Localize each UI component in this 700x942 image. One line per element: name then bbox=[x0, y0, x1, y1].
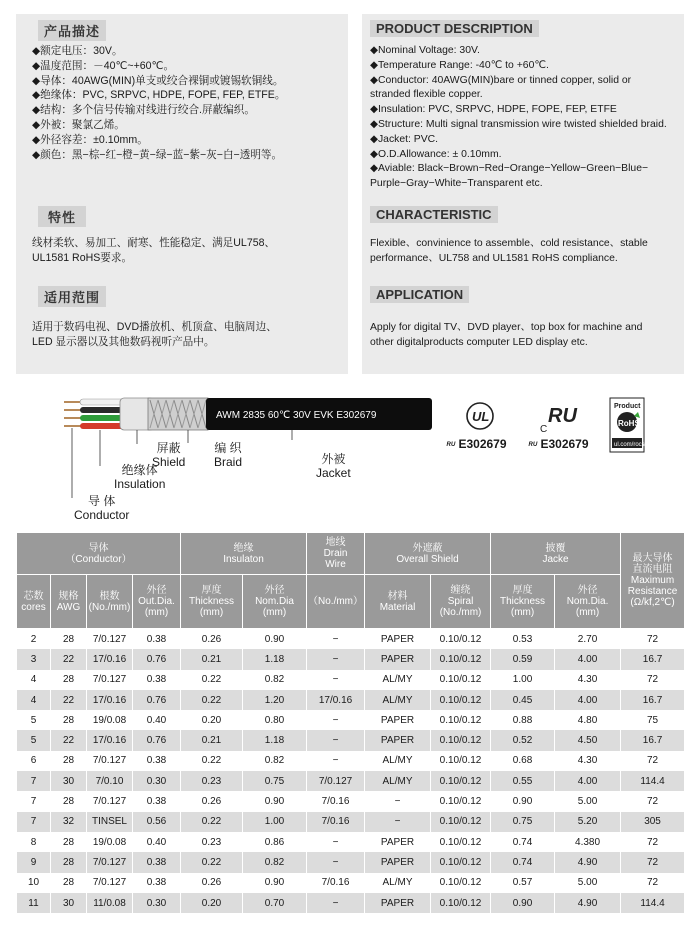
header-jacket-dia: 外径 Nom.Dia. (mm) bbox=[555, 575, 621, 629]
header-insulation-dia: 外径 Nom.Dia (mm) bbox=[243, 575, 307, 629]
table-cell: 114.4 bbox=[621, 771, 685, 791]
ul-file-text-1: E302679 bbox=[458, 437, 507, 451]
table-cell: PAPER bbox=[365, 629, 431, 650]
table-cell: 28 bbox=[51, 629, 87, 650]
conductor-strands bbox=[64, 402, 82, 426]
table-cell: 4 bbox=[17, 670, 51, 690]
table-cell: 114.4 bbox=[621, 893, 685, 913]
table-cell: 2.70 bbox=[555, 629, 621, 650]
table-cell: 0.90 bbox=[491, 791, 555, 811]
table-cell: 7/0.127 bbox=[307, 771, 365, 791]
shield-label-cn: 屏蔽 bbox=[156, 441, 181, 455]
table-cell: 7/0.127 bbox=[87, 791, 133, 811]
c-mark: C bbox=[540, 424, 548, 435]
table-cell: 0.20 bbox=[181, 710, 243, 730]
table-cell: 4 bbox=[17, 690, 51, 710]
table-cell: − bbox=[365, 812, 431, 832]
table-cell: 19/0.08 bbox=[87, 832, 133, 852]
en-app-line: Apply for digital TV、DVD player、top box for machine and bbox=[370, 322, 643, 333]
table-cell: − bbox=[307, 670, 365, 690]
table-cell: 11 bbox=[17, 893, 51, 913]
en-description-panel bbox=[362, 14, 684, 374]
table-cell: 0.23 bbox=[181, 771, 243, 791]
table-cell: 3 bbox=[17, 649, 51, 669]
table-cell: 4.00 bbox=[555, 771, 621, 791]
table-cell: 0.22 bbox=[181, 852, 243, 872]
table-cell: 0.74 bbox=[491, 852, 555, 872]
cn-desc-list bbox=[32, 44, 285, 162]
table-row bbox=[17, 649, 685, 669]
braid-callout bbox=[214, 441, 242, 469]
cn-desc-line: ◆绝缘体：PVC, SRPVC, HDPE, FOPE, FEP, ETFE。 bbox=[32, 89, 286, 102]
header-awg: 规格 AWG bbox=[51, 575, 87, 629]
table-cell: 0.10/0.12 bbox=[431, 690, 491, 710]
table-cell: 4.00 bbox=[555, 649, 621, 669]
table-cell: 4.00 bbox=[555, 690, 621, 710]
table-cell: 1.20 bbox=[243, 690, 307, 710]
header-drain-spec: （No./mm） bbox=[307, 575, 365, 629]
table-cell: 19/0.08 bbox=[87, 710, 133, 730]
conductor-label-cn: 导 体 bbox=[88, 494, 116, 508]
table-cell: PAPER bbox=[365, 893, 431, 913]
ul-file-number-1 bbox=[446, 437, 507, 451]
table-cell: − bbox=[307, 852, 365, 872]
table-cell: 0.90 bbox=[243, 791, 307, 811]
table-cell: 0.10/0.12 bbox=[431, 710, 491, 730]
en-desc-title: PRODUCT DESCRIPTION bbox=[370, 20, 539, 37]
table-cell: 0.10/0.12 bbox=[431, 832, 491, 852]
en-desc-list bbox=[370, 44, 667, 192]
braid-label-en: Braid bbox=[214, 455, 243, 469]
table-row bbox=[17, 751, 685, 771]
cn-char-line: 线材柔软、易加工、耐寒、性能稳定、满足UL758、 bbox=[32, 237, 276, 249]
table-cell: 0.21 bbox=[181, 730, 243, 750]
table-cell: 0.40 bbox=[133, 710, 181, 730]
table-cell: 0.74 bbox=[491, 832, 555, 852]
jacket-label-cn: 外被 bbox=[321, 452, 346, 466]
rohs-url-text: ul.com/rocs bbox=[614, 442, 645, 448]
table-cell: 0.86 bbox=[243, 832, 307, 852]
table-row bbox=[17, 690, 685, 710]
ul-small-icon: ᴿᵁ bbox=[446, 440, 456, 450]
table-cell: 72 bbox=[621, 629, 685, 650]
table-cell: 9 bbox=[17, 852, 51, 872]
en-desc-line: ◆Aviable: Black−Brown−Red−Orange−Yellow−Green−Blue− bbox=[370, 163, 649, 175]
table-cell: 4.80 bbox=[555, 710, 621, 730]
header-max-resistance: 最大导体 直流电阻 Maximum Resistance (Ω/kf,2℃) bbox=[621, 533, 685, 629]
ul-file-text-2: E302679 bbox=[540, 437, 589, 451]
table-cell: 72 bbox=[621, 832, 685, 852]
table-cell: 72 bbox=[621, 791, 685, 811]
en-desc-line: ◆O.D.Allowance: ± 0.10mm. bbox=[370, 148, 502, 160]
table-cell: 0.59 bbox=[491, 649, 555, 669]
table-row bbox=[17, 670, 685, 690]
table-cell: 17/0.16 bbox=[87, 649, 133, 669]
header-overall-shield: 外遮蔽 Overall Shield bbox=[365, 533, 491, 575]
table-cell: 0.20 bbox=[181, 893, 243, 913]
table-row bbox=[17, 873, 685, 893]
en-app-text bbox=[370, 320, 642, 350]
header-insulation: 绝缘 Insulaton bbox=[181, 533, 307, 575]
header-conductor: 导体 （Conductor） bbox=[17, 533, 181, 575]
table-row bbox=[17, 730, 685, 750]
table-cell: 7/0.10 bbox=[87, 771, 133, 791]
en-desc-line: ◆Nominal Voltage: 30V. bbox=[370, 45, 480, 56]
header-shield-spiral: 缠绕 Spiral (No./mm) bbox=[431, 575, 491, 629]
table-cell: − bbox=[307, 649, 365, 669]
table-cell: TINSEL bbox=[87, 812, 133, 832]
table-cell: 0.82 bbox=[243, 852, 307, 872]
header-cores: 芯数 cores bbox=[17, 575, 51, 629]
table-cell: 0.76 bbox=[133, 690, 181, 710]
table-cell: 0.38 bbox=[133, 629, 181, 650]
cn-desc-title: 产品描述 bbox=[38, 20, 106, 41]
table-cell: 0.53 bbox=[491, 629, 555, 650]
cn-desc-line: ◆导体：40AWG(MIN)单支或绞合裸铜或镀锡软铜线。 bbox=[32, 74, 284, 87]
rohs-product-text: Product bbox=[614, 403, 641, 410]
table-cell: 0.38 bbox=[133, 791, 181, 811]
table-cell: 0.10/0.12 bbox=[431, 730, 491, 750]
table-cell: 72 bbox=[621, 873, 685, 893]
table-cell: 0.22 bbox=[181, 670, 243, 690]
en-char-line: Flexible、convinience to assemble、cold resistance、stable bbox=[370, 238, 648, 249]
table-cell: 0.40 bbox=[133, 832, 181, 852]
en-desc-line: ◆Temperature Range: -40℃ to +60℃. bbox=[370, 59, 549, 71]
table-cell: 8 bbox=[17, 832, 51, 852]
table-cell: 0.56 bbox=[133, 812, 181, 832]
table-cell: 72 bbox=[621, 670, 685, 690]
header-jacket-thickness: 厚度 Thickness (mm) bbox=[491, 575, 555, 629]
table-cell: 7 bbox=[17, 812, 51, 832]
table-cell: 17/0.16 bbox=[307, 690, 365, 710]
ur-small-icon: ᴿᵁ bbox=[528, 440, 538, 450]
table-cell: 22 bbox=[51, 690, 87, 710]
cn-desc-line: ◆结构：多个信号传输对线进行绞合.屏蔽编织。 bbox=[32, 104, 255, 117]
table-cell: 16.7 bbox=[621, 690, 685, 710]
en-desc-line: ◆Conductor: 40AWG(MIN)bare or tinned copper, solid or bbox=[370, 74, 632, 86]
cn-char-text bbox=[32, 236, 275, 266]
table-cell: 0.70 bbox=[243, 893, 307, 913]
table-cell: 5.00 bbox=[555, 873, 621, 893]
cn-desc-line: ◆外径容差：±0.10mm。 bbox=[32, 133, 148, 146]
table-cell: 0.57 bbox=[491, 873, 555, 893]
table-cell: 5 bbox=[17, 730, 51, 750]
cn-char-title: 特性 bbox=[38, 206, 86, 227]
table-cell: 28 bbox=[51, 710, 87, 730]
table-cell: 0.52 bbox=[491, 730, 555, 750]
cn-app-line: LED 显示器以及其他数码视听产品中。 bbox=[32, 336, 215, 348]
en-char-title: CHARACTERISTIC bbox=[370, 206, 498, 223]
table-cell: 0.45 bbox=[491, 690, 555, 710]
table-cell: 5.20 bbox=[555, 812, 621, 832]
svg-text:UL: UL bbox=[472, 409, 490, 424]
cn-char-line: UL1581 RoHS要求。 bbox=[32, 252, 133, 264]
table-cell: AL/MY bbox=[365, 771, 431, 791]
table-cell: 0.10/0.12 bbox=[431, 893, 491, 913]
shield-label-en: Shield bbox=[152, 455, 186, 469]
rohs-badge-icon bbox=[610, 398, 645, 452]
ur-recognized-icon bbox=[540, 405, 577, 435]
table-cell: 0.10/0.12 bbox=[431, 670, 491, 690]
table-cell: 17/0.16 bbox=[87, 690, 133, 710]
table-cell: 0.90 bbox=[243, 873, 307, 893]
header-jacket: 披覆 Jacke bbox=[491, 533, 621, 575]
header-conductor-od: 外径 Out.Dia. (mm) bbox=[133, 575, 181, 629]
table-cell: 10 bbox=[17, 873, 51, 893]
table-cell: 7 bbox=[17, 771, 51, 791]
table-cell: 28 bbox=[51, 791, 87, 811]
en-desc-line: ◆Insulation: PVC, SRPVC, HDPE, FOPE, FEP, ETFE bbox=[370, 104, 617, 116]
table-cell: AL/MY bbox=[365, 670, 431, 690]
ul-file-number-2 bbox=[528, 437, 589, 451]
table-cell: 0.22 bbox=[181, 690, 243, 710]
table-cell: 0.30 bbox=[133, 893, 181, 913]
en-char-line: performance、UL758 and UL1581 RoHS compliance. bbox=[370, 253, 618, 264]
table-cell: 11/0.08 bbox=[87, 893, 133, 913]
table-cell: 2 bbox=[17, 629, 51, 650]
table-cell: 28 bbox=[51, 751, 87, 771]
table-cell: 0.26 bbox=[181, 629, 243, 650]
table-cell: − bbox=[307, 893, 365, 913]
table-cell: 0.26 bbox=[181, 791, 243, 811]
table-cell: 16.7 bbox=[621, 649, 685, 669]
table-cell: 0.26 bbox=[181, 873, 243, 893]
table-cell: 0.10/0.12 bbox=[431, 649, 491, 669]
conductor-label-en: Conductor bbox=[74, 508, 130, 522]
table-cell: 7/0.127 bbox=[87, 852, 133, 872]
jacket-label-en: Jacket bbox=[316, 466, 351, 480]
table-cell: 1.18 bbox=[243, 649, 307, 669]
table-cell: 17/0.16 bbox=[87, 730, 133, 750]
table-cell: 1.00 bbox=[491, 670, 555, 690]
insulated-wires bbox=[80, 399, 124, 429]
header-drain-wire: 地线 Drain Wire bbox=[307, 533, 365, 575]
table-cell: 0.90 bbox=[243, 629, 307, 650]
table-cell: 0.38 bbox=[133, 670, 181, 690]
table-cell: 0.10/0.12 bbox=[431, 791, 491, 811]
table-cell: 7/0.16 bbox=[307, 873, 365, 893]
table-cell: 0.68 bbox=[491, 751, 555, 771]
table-cell: 0.22 bbox=[181, 812, 243, 832]
table-cell: 5.00 bbox=[555, 791, 621, 811]
jacket-callout bbox=[316, 452, 351, 480]
spec-table-body bbox=[17, 629, 685, 914]
table-cell: 4.50 bbox=[555, 730, 621, 750]
table-cell: 4.30 bbox=[555, 670, 621, 690]
table-cell: 0.90 bbox=[491, 893, 555, 913]
table-cell: PAPER bbox=[365, 730, 431, 750]
table-cell: − bbox=[307, 629, 365, 650]
table-cell: 0.21 bbox=[181, 649, 243, 669]
table-cell: AL/MY bbox=[365, 690, 431, 710]
table-row bbox=[17, 893, 685, 913]
cn-desc-line: ◆额定电压：30V。 bbox=[32, 45, 123, 57]
table-cell: 1.00 bbox=[243, 812, 307, 832]
table-cell: PAPER bbox=[365, 832, 431, 852]
table-cell: 7 bbox=[17, 791, 51, 811]
table-row bbox=[17, 771, 685, 791]
table-row bbox=[17, 710, 685, 730]
table-row bbox=[17, 832, 685, 852]
table-cell: 0.38 bbox=[133, 751, 181, 771]
table-cell: 0.10/0.12 bbox=[431, 873, 491, 893]
table-cell: 28 bbox=[51, 852, 87, 872]
cn-app-text bbox=[32, 320, 277, 350]
table-cell: 32 bbox=[51, 812, 87, 832]
table-cell: AL/MY bbox=[365, 873, 431, 893]
table-cell: 22 bbox=[51, 649, 87, 669]
ul-listed-icon bbox=[467, 403, 493, 429]
table-cell: AL/MY bbox=[365, 751, 431, 771]
table-cell: 0.82 bbox=[243, 751, 307, 771]
table-cell: 1.18 bbox=[243, 730, 307, 750]
table-cell: 16.7 bbox=[621, 730, 685, 750]
cn-app-line: 适用于数码电视、DVD播放机、机顶盒、电脑周边、 bbox=[32, 321, 277, 333]
en-app-line: other digitalproducts computer LED display etc. bbox=[370, 337, 588, 348]
table-cell: 7/0.127 bbox=[87, 629, 133, 650]
header-shield-material: 材料 Material bbox=[365, 575, 431, 629]
table-cell: 0.10/0.12 bbox=[431, 812, 491, 832]
cn-desc-line: ◆颜色：黑−棕−红−橙−黄−绿−蓝−紫−灰−白−透明等。 bbox=[32, 148, 283, 161]
en-desc-line: stranded flexible copper. bbox=[370, 89, 483, 101]
table-cell: 6 bbox=[17, 751, 51, 771]
table-cell: PAPER bbox=[365, 649, 431, 669]
table-cell: PAPER bbox=[365, 710, 431, 730]
table-cell: 28 bbox=[51, 670, 87, 690]
table-row bbox=[17, 629, 685, 650]
table-cell: 75 bbox=[621, 710, 685, 730]
cn-desc-line: ◆外被：聚氯乙烯。 bbox=[32, 118, 125, 131]
svg-text:RU: RU bbox=[548, 405, 577, 427]
table-cell: 4.90 bbox=[555, 893, 621, 913]
table-cell: 0.10/0.12 bbox=[431, 852, 491, 872]
table-cell: 0.76 bbox=[133, 730, 181, 750]
table-cell: 0.75 bbox=[243, 771, 307, 791]
table-cell: 0.38 bbox=[133, 852, 181, 872]
cn-desc-line: ◆温度范围：－40℃~+60℃。 bbox=[32, 59, 175, 72]
en-desc-line: ◆Structure: Multi signal transmission wire twisted shielded braid. bbox=[370, 118, 667, 130]
table-cell: − bbox=[307, 710, 365, 730]
insulation-label-cn: 绝缘体 bbox=[121, 463, 158, 477]
table-cell: 7/0.16 bbox=[307, 791, 365, 811]
cn-description-panel bbox=[16, 14, 348, 374]
table-cell: 5 bbox=[17, 710, 51, 730]
table-row bbox=[17, 812, 685, 832]
spec-table bbox=[16, 532, 685, 913]
braid-label-cn: 编 织 bbox=[214, 441, 242, 455]
en-char-text bbox=[370, 236, 648, 266]
braid-layer bbox=[148, 398, 208, 430]
table-cell: 0.75 bbox=[491, 812, 555, 832]
header-insulation-thickness: 厚度 Thickness (mm) bbox=[181, 575, 243, 629]
table-cell: 0.76 bbox=[133, 649, 181, 669]
table-cell: 30 bbox=[51, 771, 87, 791]
table-cell: 0.10/0.12 bbox=[431, 751, 491, 771]
conductor-callout bbox=[74, 494, 129, 522]
table-row bbox=[17, 852, 685, 872]
en-app-title: APPLICATION bbox=[370, 286, 469, 303]
table-cell: − bbox=[307, 832, 365, 852]
table-cell: 7/0.16 bbox=[307, 812, 365, 832]
table-cell: 4.90 bbox=[555, 852, 621, 872]
table-cell: PAPER bbox=[365, 852, 431, 872]
table-cell: 4.380 bbox=[555, 832, 621, 852]
table-cell: 0.80 bbox=[243, 710, 307, 730]
table-cell: 7/0.127 bbox=[87, 873, 133, 893]
header-strand: 根数 (No./mm) bbox=[87, 575, 133, 629]
table-cell: 0.10/0.12 bbox=[431, 771, 491, 791]
cable-print-text: AWM 2835 60℃ 30V EVK E302679 bbox=[216, 410, 377, 421]
table-cell: 4.30 bbox=[555, 751, 621, 771]
table-cell: − bbox=[307, 730, 365, 750]
table-cell: 72 bbox=[621, 751, 685, 771]
table-cell: 72 bbox=[621, 852, 685, 872]
en-desc-line: ◆Jacket: PVC. bbox=[370, 133, 439, 145]
insulation-callout bbox=[114, 463, 165, 491]
table-cell: 7/0.127 bbox=[87, 670, 133, 690]
table-cell: 28 bbox=[51, 873, 87, 893]
table-cell: 30 bbox=[51, 893, 87, 913]
cn-app-title: 适用范围 bbox=[38, 286, 106, 307]
table-cell: 0.88 bbox=[491, 710, 555, 730]
table-cell: 0.23 bbox=[181, 832, 243, 852]
table-row bbox=[17, 791, 685, 811]
insulation-label-en: Insulation bbox=[114, 477, 166, 491]
table-cell: 0.82 bbox=[243, 670, 307, 690]
table-cell: 7/0.127 bbox=[87, 751, 133, 771]
table-cell: 22 bbox=[51, 730, 87, 750]
en-desc-line: Purple−Gray−White−Transparent etc. bbox=[370, 178, 543, 190]
table-cell: 0.22 bbox=[181, 751, 243, 771]
rohs-text: RoHS bbox=[618, 419, 640, 428]
table-cell: 305 bbox=[621, 812, 685, 832]
table-cell: 0.38 bbox=[133, 873, 181, 893]
table-cell: 0.10/0.12 bbox=[431, 629, 491, 650]
table-cell: 0.30 bbox=[133, 771, 181, 791]
table-cell: 0.55 bbox=[491, 771, 555, 791]
table-cell: 28 bbox=[51, 832, 87, 852]
table-cell: − bbox=[307, 751, 365, 771]
table-cell: − bbox=[365, 791, 431, 811]
